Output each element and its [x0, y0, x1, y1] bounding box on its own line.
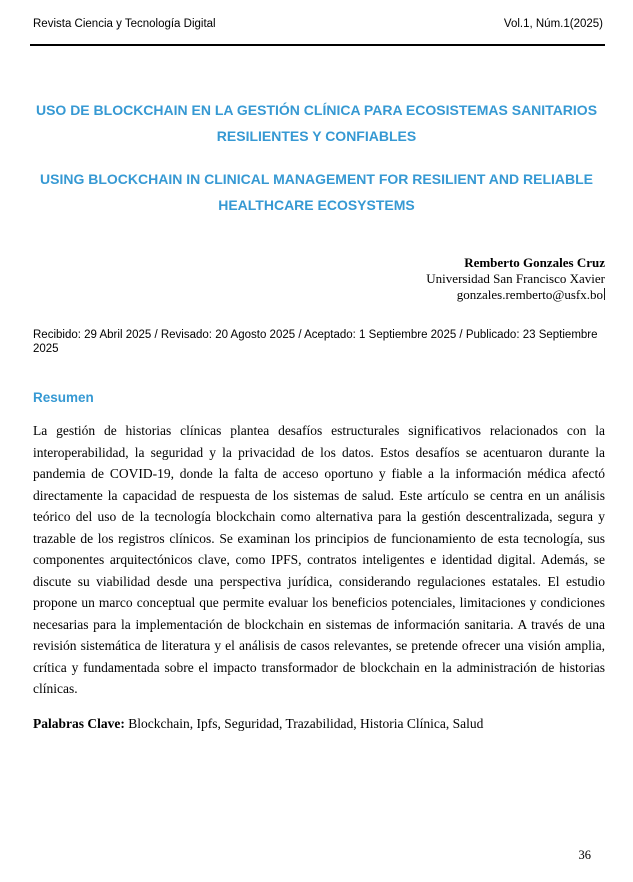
- text-cursor: [604, 288, 605, 300]
- keywords-line: [33, 713, 605, 735]
- resumen-heading: Resumen: [33, 390, 94, 405]
- journal-name: Revista Ciencia y Tecnología Digital: [33, 18, 216, 30]
- author-email-line: [0, 287, 605, 303]
- author-block: [0, 255, 605, 303]
- author-email: gonzales.remberto@usfx.bo: [456, 287, 603, 302]
- article-title-spanish: USO DE BLOCKCHAIN EN LA GESTIÓN CLÍNICA PARA ECOSISTEMAS SANITARIOS RESILIENTES Y CONFIABLES: [35, 102, 598, 144]
- keywords-label: Palabras Clave:: [33, 715, 125, 731]
- review-dates: Recibido: 29 Abril 2025 / Revisado: 20 Agosto 2025 / Aceptado: 1 Septiembre 2025 / Publicado: 23 Septiembre 2025: [33, 329, 598, 355]
- keywords-value: Blockchain, Ipfs, Seguridad, Trazabilidad, Historia Clínica, Salud: [124, 715, 484, 731]
- author-name: Remberto Gonzales Cruz: [464, 255, 605, 270]
- header-rule: [30, 44, 605, 46]
- author-affiliation: Universidad San Francisco Xavier: [426, 271, 605, 286]
- issue-info: Vol.1, Núm.1(2025): [503, 18, 603, 30]
- page-number: 36: [578, 848, 591, 862]
- abstract-paragraph: La gestión de historias clínicas plantea desafíos estructurales significativos relacionados con la interoperabilidad, la seguridad y la privacidad de los datos. Estos desafíos se acentuaron durante la pandemia de COVID-19, donde la falta de acceso oportuno y fiable a la información médica afectó directamente la capacidad de respuesta de los sistemas de salud. Este artículo se centra en un análisis teórico del uso de la tecnología blockchain como alternativa para la gestión descentralizada, segura y trazable de los registros clínicos. Se examinan los principios de funcionamiento de esta tecnología, sus componentes arquitectónicos clave, como IPFS, contratos inteligentes e identidad digital. Además, se discute su viabilidad desde una perspectiva jurídica, considerando regulaciones estatales. El estudio propone un marco conceptual que permite evaluar los beneficios potenciales, limitaciones y condiciones necesarias para la implementación de blockchain en sistemas de información sanitaria. A través de una revisión sistemática de literatura y el análisis de casos relevantes, se pretende ofrecer una visión amplia, crítica y fundamentada sobre el impacto transformador de blockchain en la administración de historias clínicas.: [33, 423, 605, 696]
- running-header: [0, 0, 633, 31]
- article-title-english: USING BLOCKCHAIN IN CLINICAL MANAGEMENT FOR RESILIENT AND RELIABLE HEALTHCARE ECOSYSTEMS: [40, 171, 593, 213]
